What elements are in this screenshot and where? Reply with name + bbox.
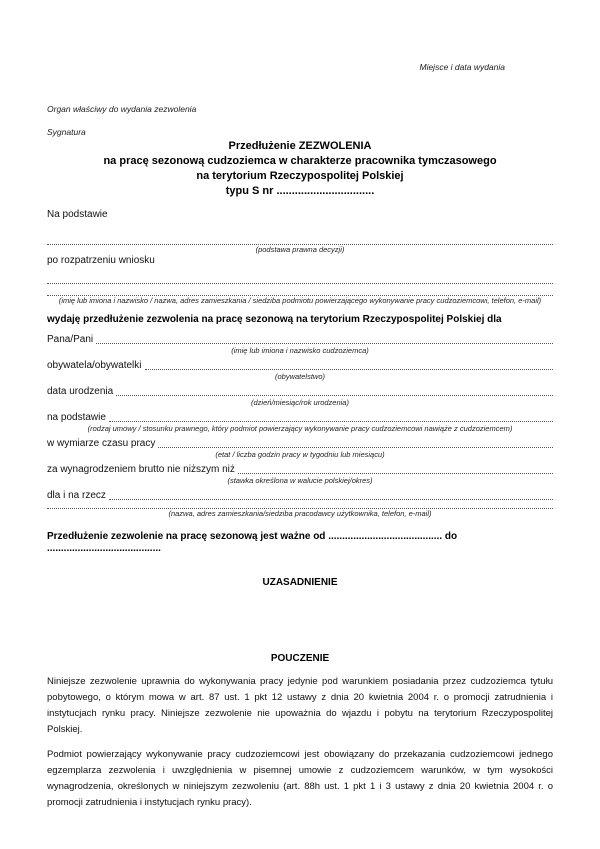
field-row: [47, 412, 553, 424]
field-caption: (stawka określona w walucie polskiej/okres): [227, 476, 373, 485]
document-title: [47, 139, 553, 199]
field-row: [47, 334, 553, 346]
fill-line: [96, 343, 553, 344]
field-label: dla i na rzecz: [47, 490, 106, 501]
validity-statement: Przedłużenie zezwolenie na pracę sezonową jest ważne od ......................................... do .........................................: [47, 531, 458, 554]
field-caption: (nazwa, adres zamieszkania/siedziba pracodawcy użytkownika, telefon, e-mail): [168, 509, 432, 518]
justification-heading: UZASADNIENIE: [262, 577, 338, 588]
field-contract-basis: [47, 412, 553, 434]
field-row: [47, 490, 553, 502]
field-row: [47, 438, 553, 450]
instruction-paragraph-1: Niniejsze zezwolenie uprawnia do wykonywania pracy jedynie pod warunkiem posiadania przez cudzoziemca tytułu pobytowego, o którym mowa w art. 87 ust. 1 pkt 12 ustawy z dnia 20 kwietnia 2004 r. o promocji zatrudnienia i instytucjach rynku pracy. Niniejsze zezwolenie nie upoważnia do wjazdu i pobytu na terytorium Rzeczypospolitej Polskiej.: [47, 676, 553, 735]
field-remuneration: [47, 464, 553, 486]
basis-label: Na podstawie: [47, 209, 108, 220]
field-birth-date: [47, 386, 553, 408]
title-line-2: na pracę sezonową cudzoziemca w charakterze pracownika tymczasowego: [103, 155, 497, 167]
grant-statement: wydaję przedłużenie zezwolenia na pracę sezonową na terytorium Rzeczypospolitej Polskiej dla: [47, 314, 502, 325]
request-fill-line-1: [47, 283, 553, 284]
issuing-authority-label: Organ właściwy do wydania zezwolenia: [47, 104, 197, 114]
field-caption: (obywatelstwo): [274, 372, 326, 381]
place-date-label: Miejsce i data wydania: [419, 62, 505, 72]
fill-line: [158, 447, 553, 448]
fill-line: [238, 473, 553, 474]
field-label: w wymiarze czasu pracy: [47, 438, 156, 449]
field-row: [47, 464, 553, 476]
fill-line: [109, 499, 553, 500]
field-label: Pana/Pani: [47, 334, 94, 345]
field-caption: (rodzaj umowy / stosunku prawnego, który podmiot powierzający wykonywanie pracy cudzoziemcowi nawiąże z cudzoziemcem): [87, 424, 513, 433]
title-line-1: Przedłużenie ZEZWOLENIA: [228, 140, 372, 152]
title-line-4: typu S nr ................................: [225, 185, 375, 197]
field-row: [47, 386, 553, 398]
field-label: obywatela/obywatelki: [47, 360, 142, 371]
signature-label: Sygnatura: [47, 127, 86, 137]
field-person-name: [47, 334, 553, 356]
basis-caption: (podstawa prawna decyzji): [255, 245, 345, 254]
field-label: data urodzenia: [47, 386, 114, 397]
request-label: po rozpatrzeniu wniosku: [47, 255, 155, 266]
field-label: na podstawie: [47, 412, 106, 423]
field-citizenship: [47, 360, 553, 382]
fill-line: [116, 395, 553, 396]
field-working-time: [47, 438, 553, 460]
field-label: za wynagrodzeniem brutto nie niższym niż: [47, 464, 235, 475]
field-caption: (dzień/miesiąc/rok urodzenia): [251, 398, 349, 407]
field-row: [47, 360, 553, 372]
instruction-paragraph-2: Podmiot powierzający wykonywanie pracy cudzoziemcowi jest obowiązany do przekazania cudzoziemcowi jednego egzemplarza zezwolenia i uwzględnienia w pisemnej umowie z cudzoziemcem warunków, w tym wysokości wynagrodzenia, określonych w niniejszym zezwoleniu (art. 88h ust. 1 pkt 1 i 3 ustawy z dnia 20 kwietnia 2004 r. o promocji zatrudnienia i instytucjach rynku pracy).: [47, 749, 553, 808]
request-caption: (imię lub imiona i nazwisko / nazwa, adres zamieszkania / siedziba podmiotu powierzającego wykonywanie pracy cudzoziemcowi, telefon, e-mail): [58, 296, 542, 305]
instruction-heading: POUCZENIE: [270, 653, 330, 664]
fill-line: [109, 421, 553, 422]
field-caption: (imię lub imiona i nazwisko cudzoziemca): [231, 346, 369, 355]
field-user-employer: [47, 490, 553, 519]
title-line-3: na terytorium Rzeczypospolitej Polskiej: [196, 170, 404, 182]
field-caption: (etat / liczba godzin pracy w tygodniu lub miesiącu): [215, 450, 385, 459]
fill-line: [145, 369, 554, 370]
